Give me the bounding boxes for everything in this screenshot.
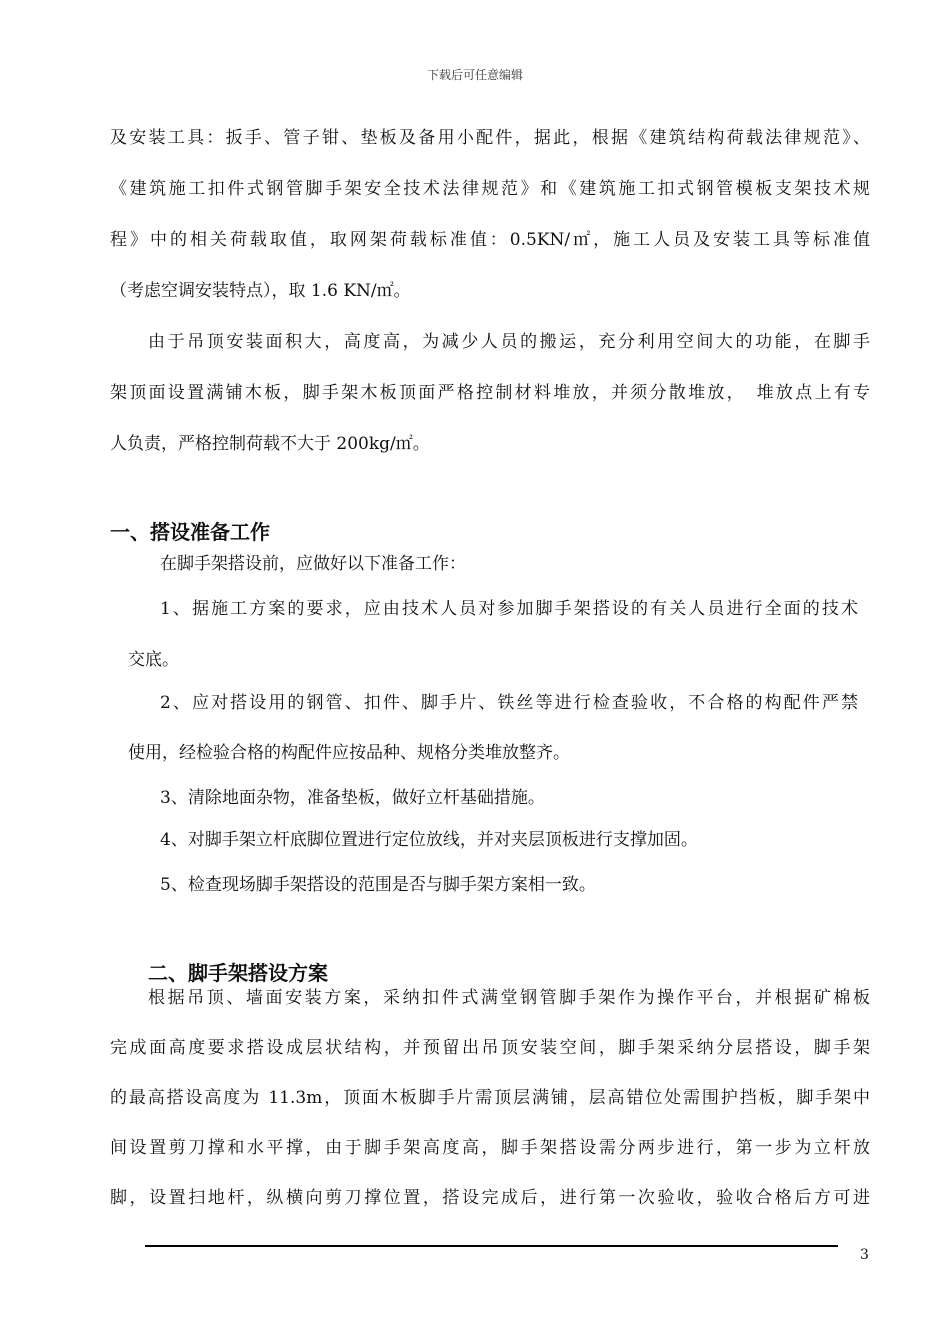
list-item: 1、据施工方案的要求，应由技术人员对参加脚手架搭设的有关人员进行全面的技术 bbox=[160, 599, 858, 619]
page-number: 3 bbox=[860, 1247, 869, 1263]
body-text-line: （考虑空调安装特点），取 1.6 KN/㎡。 bbox=[110, 281, 411, 301]
body-text-line: 的最高搭设高度为 11.3m，顶面木板脚手片需顶层满铺，层高错位处需围护挡板，脚手架中 bbox=[110, 1088, 870, 1108]
body-text-line: 完成面高度要求搭设成层状结构，并预留出吊顶安装空间，脚手架采纳分层搭设，脚手架 bbox=[110, 1038, 870, 1058]
body-text-line: 间设置剪刀撑和水平撑，由于脚手架高度高，脚手架搭设需分两步进行，第一步为立杆放 bbox=[110, 1138, 870, 1158]
list-item: 使用，经检验合格的构配件应按品种、规格分类堆放整齐。 bbox=[128, 743, 570, 763]
body-text-line: 脚，设置扫地杆，纵横向剪刀撑位置，搭设完成后，进行第一次验收，验收合格后方可进 bbox=[110, 1188, 870, 1208]
list-item: 2、应对搭设用的钢管、扣件、脚手片、铁丝等进行检查验收，不合格的构配件严禁 bbox=[160, 693, 858, 713]
body-text-line: 《建筑施工扣件式钢管脚手架安全技术法律规范》和《建筑施工扣式钢管模板支架技术规 bbox=[110, 179, 870, 199]
list-item: 交底。 bbox=[128, 650, 179, 670]
body-text-line: 人负责，严格控制荷载不大于 200kg/㎡。 bbox=[110, 434, 430, 454]
body-text-line: 根据吊顶、墙面安装方案，采纳扣件式满堂钢管脚手架作为操作平台，并根据矿棉板 bbox=[148, 988, 870, 1008]
footer-rule bbox=[145, 1245, 838, 1247]
list-item: 3、清除地面杂物，准备垫板，做好立杆基础措施。 bbox=[160, 788, 545, 808]
list-item: 5、检查现场脚手架搭设的范围是否与脚手架方案相一致。 bbox=[160, 875, 596, 895]
body-text-line: 架顶面设置满铺木板，脚手架木板顶面严格控制材料堆放，并须分散堆放， 堆放点上有专 bbox=[110, 383, 870, 403]
page-header: 下载后可任意编辑 bbox=[426, 68, 523, 82]
list-item: 4、对脚手架立杆底脚位置进行定位放线，并对夹层顶板进行支撑加固。 bbox=[160, 830, 698, 850]
body-text-line: 由于吊顶安装面积大，高度高，为减少人员的搬运，充分利用空间大的功能，在脚手 bbox=[148, 332, 870, 352]
body-text-line: 及安装工具：扳手、管子钳、垫板及备用小配件，据此，根据《建筑结构荷载法律规范》、 bbox=[110, 128, 870, 148]
section-heading: 二、脚手架搭设方案 bbox=[148, 961, 328, 985]
body-text-line: 在脚手架搭设前，应做好以下准备工作： bbox=[160, 554, 466, 574]
body-text-line: 程》中的相关荷载取值，取网架荷载标准值：0.5KN/㎡，施工人员及安装工具等标准值 bbox=[110, 230, 870, 250]
section-heading: 一、搭设准备工作 bbox=[110, 520, 270, 544]
